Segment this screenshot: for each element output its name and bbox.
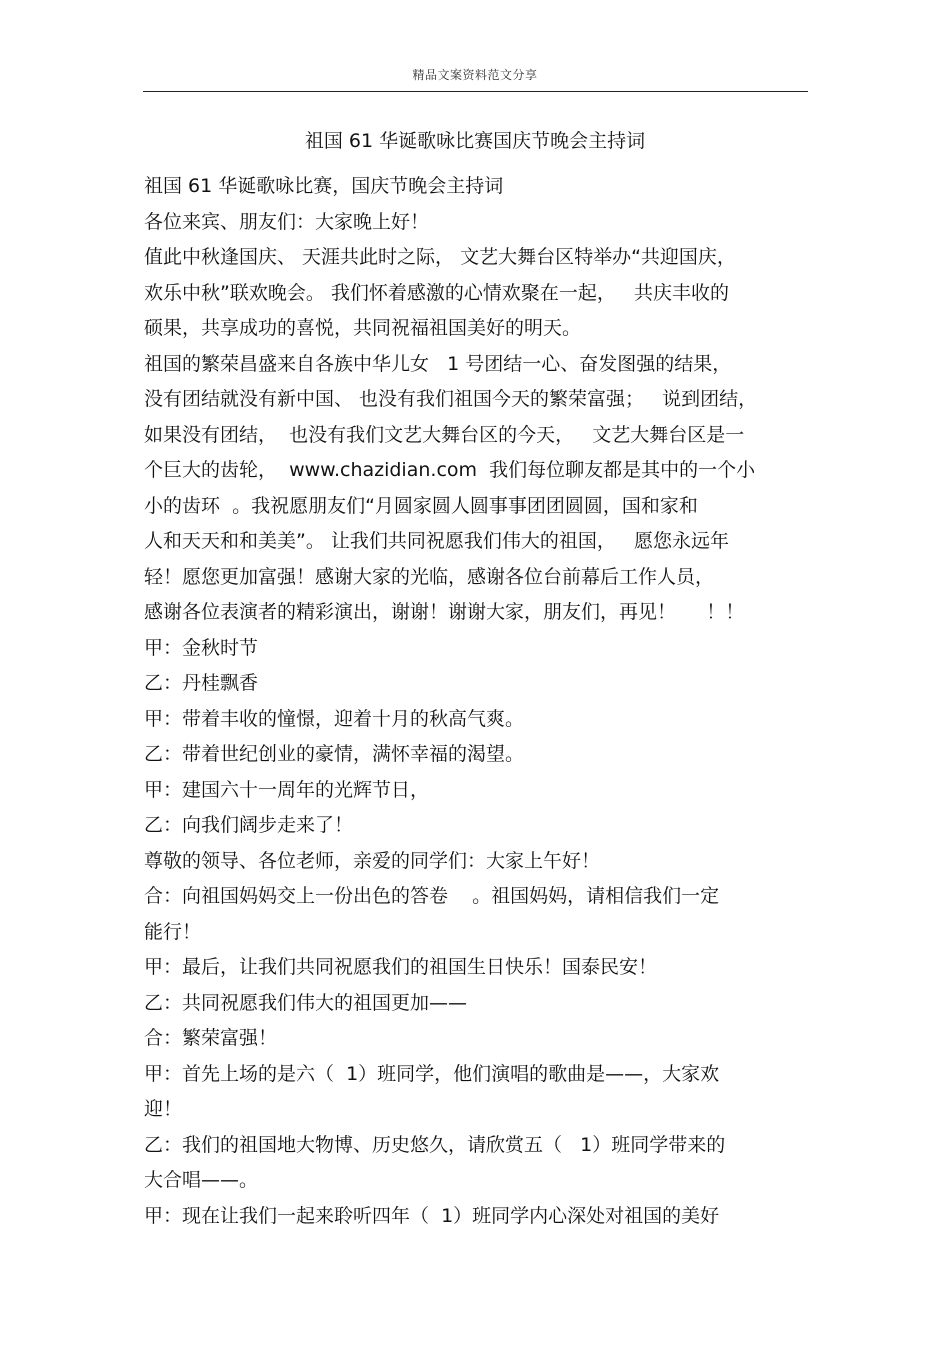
body-line: 各位来宾、朋友们：大家晚上好！ [144,210,430,233]
body-line: 没有团结就没有新中国、 也没有我们祖国今天的繁荣富强； 说到团结， [144,388,758,410]
body-line: 乙：丹桂飘香 [144,672,259,694]
body-line: 如果没有团结， 也没有我们文艺大舞台区的今天， 文艺大舞台区是一 [144,423,745,446]
body-line: 甲：现在让我们一起来聆听四年（ 1）班同学内心深处对祖国的美好 [144,1204,720,1227]
body-line: 欢乐中秋”联欢晚会。 我们怀着感激的心情欢聚在一起， 共庆丰收的 [144,281,730,304]
body-line: 乙：带着世纪创业的豪情，满怀幸福的渴望。 [144,743,525,765]
body-line: 个巨大的齿轮， www.chazidian.com 我们每位聊友都是其中的一个小 [144,459,756,481]
document-title: 祖国 61 华诞歌咏比赛国庆节晚会主持词 [304,130,646,152]
body-line: 甲：首先上场的是六（ 1）班同学，他们演唱的歌曲是——，大家欢 [144,1062,720,1085]
running-header: 精品文案资料范文分享 [412,68,538,82]
body-line: 小的齿环 。我祝愿朋友们“月圆家圆人圆事事团团圆圆，国和家和 [144,494,698,517]
body-line: 祖国的繁荣昌盛来自各族中华儿女 1 号团结一心、奋发图强的结果， [144,352,732,375]
body-line: 甲：金秋时节 [144,636,259,659]
body-line: 大合唱——。 [144,1169,259,1191]
body-line: 能行！ [144,920,202,943]
header-divider [143,91,808,92]
document-body [144,169,809,1234]
body-line: 合：繁荣富强！ [144,1027,278,1049]
body-line: 人和天天和和美美”。 让我们共同祝愿我们伟大的祖国， 愿您永远年 [144,530,730,552]
body-line: 尊敬的领导、各位老师，亲爱的同学们：大家上午好！ [144,849,601,872]
body-line: 感谢各位表演者的精彩演出，谢谢！谢谢大家，朋友们，再见！ ！！ [144,601,745,623]
body-line: 硕果，共享成功的喜悦，共同祝福祖国美好的明天。 [144,317,582,339]
body-line: 轻！愿您更加富强！感谢大家的光临，感谢各位台前幕后工作人员， [144,565,715,588]
body-line: 甲：建国六十一周年的光辉节日， [144,778,430,801]
body-line: 甲：最后，让我们共同祝愿我们的祖国生日快乐！国泰民安！ [144,956,658,978]
body-line: 甲：带着丰收的憧憬，迎着十月的秋高气爽。 [144,707,525,730]
body-line: 合：向祖国妈妈交上一份出色的答卷 。祖国妈妈，请相信我们一定 [144,885,720,907]
body-line: 迎！ [144,1098,183,1120]
body-line: 乙：共同祝愿我们伟大的祖国更加—— [144,991,468,1014]
body-line: 乙：我们的祖国地大物博、历史悠久，请欣赏五（ 1）班同学带来的 [144,1133,726,1156]
body-line: 祖国 61 华诞歌咏比赛，国庆节晚会主持词 [144,175,504,197]
body-line: 值此中秋逢国庆、 天涯共此时之际， 文艺大舞台区特举办“共迎国庆， [144,246,736,268]
body-line: 乙：向我们阔步走来了！ [144,814,354,836]
